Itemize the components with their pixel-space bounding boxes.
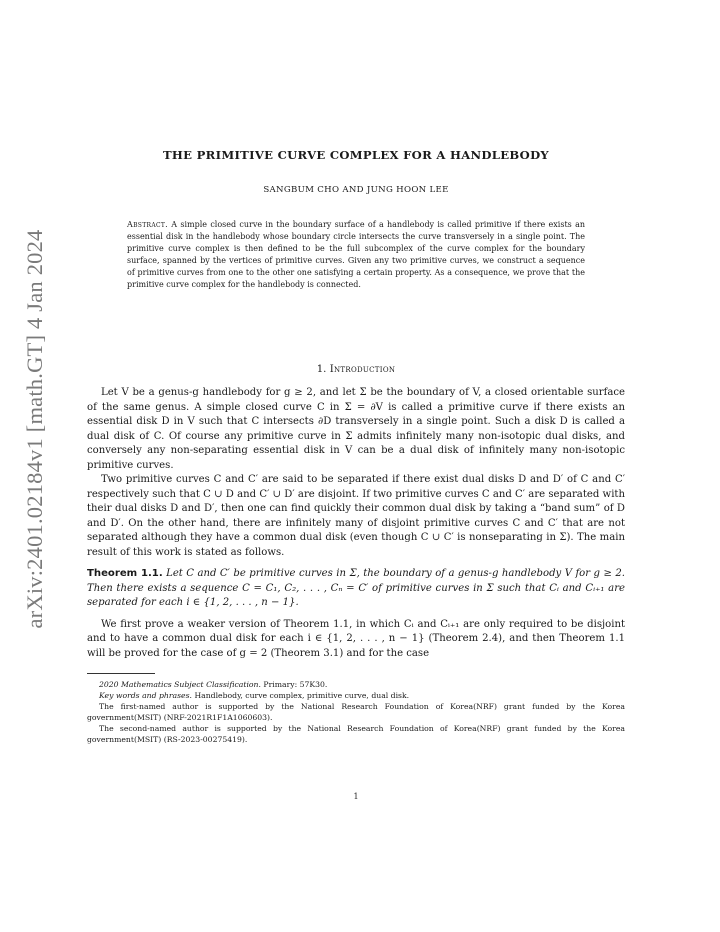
msc-value: Primary: 57K30. xyxy=(263,680,328,689)
paper-title: THE PRIMITIVE CURVE COMPLEX FOR A HANDLEBODY xyxy=(163,148,549,162)
section-number: 1. xyxy=(316,364,327,375)
abstract-text: A simple closed curve in the boundary surface of a handlebody is called primitive if there exists an essential disk in the handlebody whose boundary circle intersects the curve transversely in a single point. The primitive curve complex is then defined to be the full subcomplex of the curve complex for the boundary surface, spanned by the vertices of primitive curves. Given any two primitive curves, we construct a sequence of primitive curves from one to the other one satisfying a certain property. As a consequence, we prove that the primitive curve complex for the handlebody is connected. xyxy=(127,220,585,290)
paper-authors: SANGBUM CHO AND JUNG HOON LEE xyxy=(263,185,449,195)
theorem-statement: Let C and C′ be primitive curves in Σ, the boundary of a genus-g handlebody V for g ≥ 2. Then there exists a sequence C = C₁, C₂, . . . , Cₙ = C′ of primitive curves in Σ such that Cᵢ and Cᵢ₊₁ are separated for each i ∈ {1, 2, . . . , n − 1}. xyxy=(87,568,625,608)
section-heading xyxy=(87,364,625,375)
page-number: 1 xyxy=(353,792,359,801)
footnote-msc xyxy=(87,680,625,691)
footnote-funding-1: The first-named author is supported by the National Research Foundation of Korea(NRF) grant funded by the Korea government(MSIT) (NRF-2021R1F1A1060603). xyxy=(87,701,625,722)
paragraph-3: We first prove a weaker version of Theorem 1.1, in which Cᵢ and Cᵢ₊₁ are only required to be disjoint and to have a common dual disk for each i ∈ {1, 2, . . . , n − 1} (Theorem 2.4), and then Theorem 1.1 will be proved for the case of g = 2 (Theorem 3.1) and for the case xyxy=(87,618,625,659)
footnote-funding-2: The second-named author is supported by the National Research Foundation of Korea(NRF) grant funded by the Korea government(MSIT) (RS-2023-00275419). xyxy=(87,723,625,744)
arxiv-identifier: arXiv:2401.02184v1 [math.GT] 4 Jan 2024 xyxy=(22,229,47,629)
footnote-rule xyxy=(87,673,155,674)
theorem-1-1 xyxy=(87,567,625,611)
abstract xyxy=(127,219,585,292)
section-title: Introduction xyxy=(329,364,396,375)
abstract-label: Abstract. xyxy=(127,220,168,229)
paragraph-1: Let V be a genus-g handlebody for g ≥ 2, and let Σ be the boundary of V, a closed orientable surface of the same genus. A simple closed curve C in Σ = ∂V is called a primitive curve if there exists an essential disk D in V such that C intersects ∂D transversely in a single point. Such a disk D is called a dual disk of C. Of course any primitive curve in Σ admits infinitely many non-isotopic dual disks, and conversely any non-separating essential disk in V can be a dual disk of infinitely many non-isotopic primitive curves. xyxy=(87,387,625,471)
theorem-label: Theorem 1.1. xyxy=(87,568,163,579)
keywords-value: Handlebody, curve complex, primitive curve, dual disk. xyxy=(194,690,410,700)
body-text xyxy=(87,386,625,661)
msc-label: 2020 Mathematics Subject Classification. xyxy=(99,680,261,689)
footnote-keywords xyxy=(87,691,625,702)
footnotes xyxy=(87,680,625,745)
keywords-label: Key words and phrases. xyxy=(99,690,192,700)
paragraph-2: Two primitive curves C and C′ are said to be separated if there exist dual disks D and D′ of C and C′ respectively such that C ∪ D and C′ ∪ D′ are disjoint. If two primitive curves C and C′ are separated with their dual disks D and D′, then one can find quickly their common dual disk by taking a “band sum” of D and D′. On the other hand, there are infinitely many of disjoint primitive curves C and C′ that are not separated although they have a common dual disk (even though C ∪ C′ is nonseparating in Σ). The main result of this work is stated as follows. xyxy=(87,474,625,558)
arxiv-sidebar-stamp xyxy=(18,218,52,640)
